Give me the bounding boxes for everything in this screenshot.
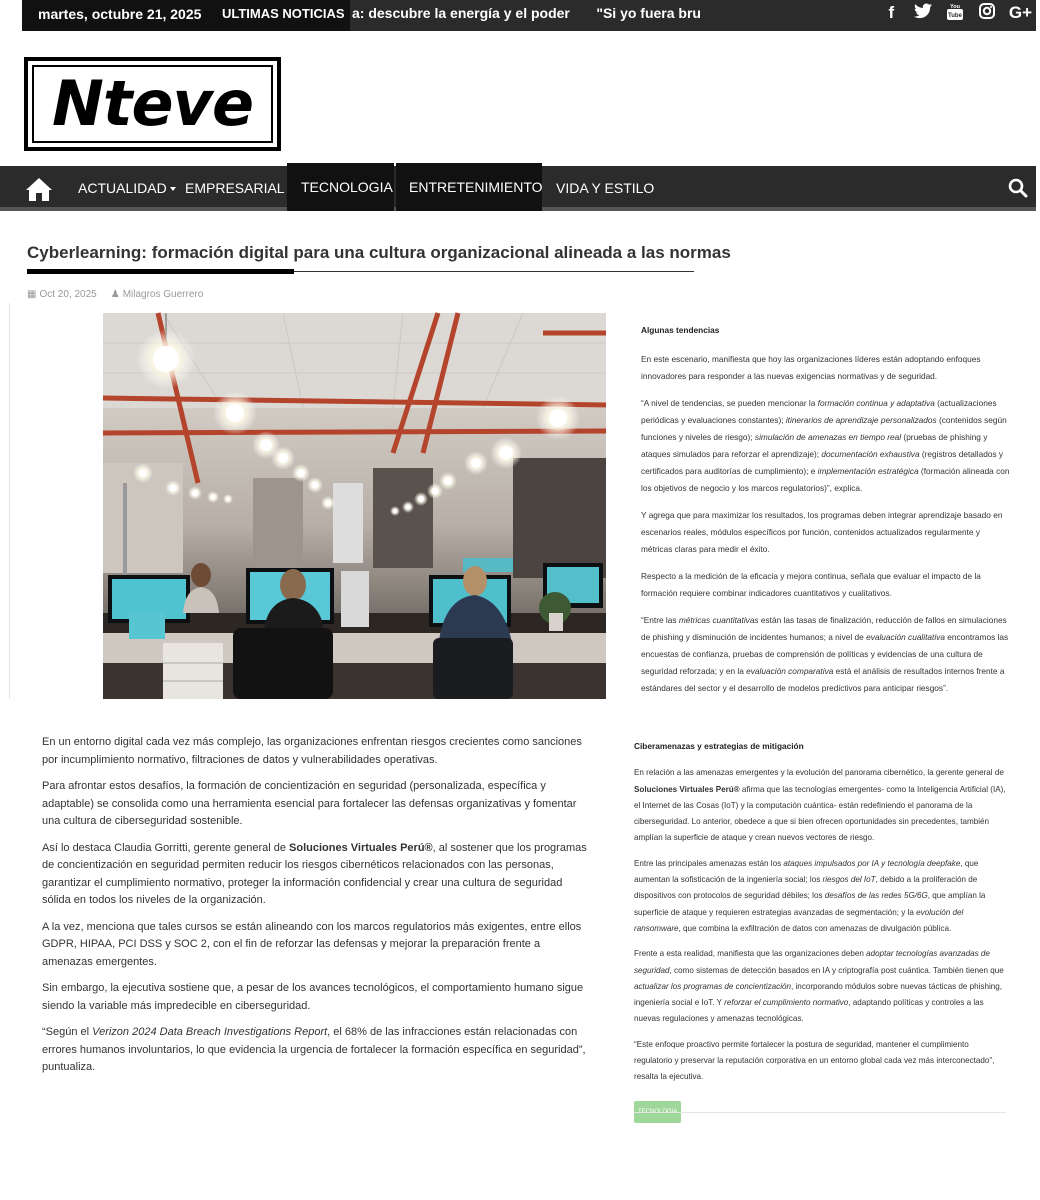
emphasis: desafíos de las redes 5G/6G bbox=[824, 891, 928, 901]
column-bottom-rule bbox=[634, 1112, 1006, 1113]
emphasis: reforzar el cumplimiento normativo bbox=[724, 998, 849, 1008]
nav-label: VIDA Y ESTILO bbox=[556, 180, 655, 196]
breaking-news-label: ULTIMAS NOTICIAS bbox=[222, 6, 345, 21]
nav-item-empresarial[interactable] bbox=[185, 166, 294, 211]
svg-text:You: You bbox=[950, 4, 961, 10]
nav-label: TECNOLOGIA bbox=[301, 179, 393, 195]
logo-text: Nteve bbox=[51, 67, 254, 140]
paragraph bbox=[634, 856, 1006, 937]
text: está el análisis de resultados internos frente a estándares del sector y el desarrollo de modelos predictivos para anticipar riesgos”. bbox=[641, 666, 1005, 693]
emphasis: evaluación cualitativa bbox=[866, 632, 945, 642]
ticker-item[interactable]: a: descubre la energía y el poder bbox=[352, 5, 570, 21]
nav-label: ENTRETENIMIENTO bbox=[409, 179, 543, 195]
company-name: Soluciones Virtuales Perú® bbox=[289, 841, 433, 854]
text: , que combina la exfiltración de datos con amenazas de divulgación pública. bbox=[678, 923, 952, 933]
text: Entre las principales amenazas están los bbox=[634, 858, 784, 868]
title-accent-bar bbox=[27, 269, 294, 274]
emphasis: ataques impulsados por IA y tecnología deepfake bbox=[783, 858, 961, 868]
article-author[interactable]: Milagros Guerrero bbox=[122, 289, 204, 300]
emphasis: itinerarios de aprendizaje personalizados bbox=[785, 415, 937, 425]
text: Frente a esta realidad, manifiesta que las organizaciones deben bbox=[634, 949, 867, 959]
home-icon[interactable] bbox=[22, 172, 56, 206]
article-date: Oct 20, 2025 bbox=[39, 289, 97, 300]
google-plus-icon[interactable]: G+ bbox=[1008, 3, 1032, 22]
paragraph-quote bbox=[42, 1024, 592, 1077]
paragraph: Para afrontar estos desafíos, la formación de concientización en seguridad (personalizada, específica y adaptable) se consolida como una herramienta esencial para fortalecer las defensas organizativas y fomentar una cultura de ciberseguridad sostenible. bbox=[42, 780, 577, 827]
text: encontramos las encuestas de confianza, pruebas de comprensión de políticas y evidencias de una cultura de seguridad reforzada; y en la bbox=[641, 632, 1009, 676]
text: (formación alineada con los objetivos de negocio y los marcos regulatorios)”, explica. bbox=[641, 466, 1010, 493]
text: están las tasas de finalización, reducción de fallos en simulaciones de phishing y disminución de incidentes humanos; a nivel de bbox=[641, 615, 1007, 642]
text: , adaptando políticas y controles a las nuevas regulaciones y amenazas tecnológicas. bbox=[634, 998, 984, 1024]
paragraph-quote bbox=[641, 395, 1013, 497]
nav-item-tecnologia[interactable] bbox=[287, 163, 394, 211]
site-logo[interactable] bbox=[24, 57, 281, 151]
calendar-icon: ▦ bbox=[27, 289, 37, 300]
section-heading: Algunas tendencias bbox=[641, 325, 720, 335]
ticker-item[interactable]: "Si yo fuera bru bbox=[596, 5, 701, 21]
text: “A nivel de tendencias, se pueden mencionar la bbox=[641, 398, 818, 408]
text: afirma que las tecnologías emergentes- como la Inteligencia Artificial (IA), el Internet de las Cosas (IoT) y la computación cuántica- están redefiniendo el panorama de la ciberseguridad. Lo anterior, obedece a que si bien ofrecen oportunidades sin precedentes, también amplían la superficie de ataque y crean nuevos vectores de riesgo. bbox=[634, 784, 1006, 843]
emphasis: formación continua y adaptativa bbox=[817, 398, 935, 408]
emphasis: métricas cuantitativas bbox=[678, 615, 759, 625]
paragraph: Y agrega que para maximizar los resultados, los programas deben integrar aprendizaje basado en escenarios reales, módulos específicos por función, contenidos actualizados regularmente y métricas claras para medir el éxito. bbox=[641, 510, 1003, 554]
company-name: Soluciones Virtuales Perú® bbox=[634, 784, 740, 794]
emphasis: evolución del ransomware bbox=[634, 907, 964, 933]
news-ticker[interactable] bbox=[352, 0, 701, 31]
article-photo-office bbox=[103, 313, 606, 699]
instagram-icon[interactable] bbox=[977, 3, 998, 26]
text: , que aumentan la sofisticación de la ingeniería social; los bbox=[634, 858, 979, 885]
article-date-wrapper bbox=[27, 289, 97, 300]
facebook-icon[interactable]: f bbox=[888, 3, 895, 22]
text: , que amplían la superficie de ataque y requieren estrategias avanzadas de segmentación; y la bbox=[634, 891, 986, 917]
svg-text:Tube: Tube bbox=[948, 13, 963, 19]
paragraph-quote: “Este enfoque proactivo permite fortalecer la postura de seguridad, mantener el cumplimiento regulatorio y preservar la reputación corporativa en un entorno global cada vez más interconectado”, resalta la ejecutiva. bbox=[634, 1039, 995, 1082]
emphasis: documentación exhaustiva bbox=[821, 449, 920, 459]
paragraph bbox=[42, 840, 592, 910]
section-heading: Ciberamenazas y estrategias de mitigación bbox=[634, 741, 804, 751]
text: , el 68% de las infracciones están relacionadas con errores humanos involuntarios, lo que evidencia la urgencia de fortalecer la formación específica en seguridad”, puntualiza. bbox=[42, 1026, 586, 1073]
nav-label: ACTUALIDAD bbox=[78, 180, 167, 196]
text: Así lo destaca Claudia Gorritti, gerente general de bbox=[42, 841, 290, 854]
social-links bbox=[881, 3, 1032, 26]
emphasis: adoptar tecnologías avanzadas de seguridad bbox=[634, 949, 990, 975]
emphasis: evaluación comparativa bbox=[746, 666, 834, 676]
main-navigation bbox=[0, 166, 1036, 211]
article-sidebar-tendencias bbox=[641, 322, 1013, 707]
paragraph: Respecto a la medición de la eficacia y mejora continua, señala que evaluar el impacto de la formación requiere combinar indicadores cuantitativos y cualitativos. bbox=[641, 571, 981, 598]
text: (actualizaciones periódicas y evaluaciones constantes); bbox=[641, 398, 997, 425]
paragraph-quote bbox=[641, 612, 1013, 697]
left-margin-rule bbox=[9, 303, 10, 699]
nav-item-entretenimiento[interactable] bbox=[396, 163, 542, 211]
report-name: Verizon 2024 Data Breach Investigations Report bbox=[92, 1026, 328, 1038]
top-bar bbox=[22, 0, 1036, 31]
twitter-icon[interactable] bbox=[913, 3, 934, 26]
text: (pruebas de phishing y ataques simulados para reforzar el aprendizaje); bbox=[641, 432, 988, 459]
emphasis: riesgos del IoT bbox=[822, 875, 876, 885]
paragraph: En un entorno digital cada vez más complejo, las organizaciones enfrentan riesgos crecientes como sanciones por incumplimiento normativo, filtraciones de datos y vulnerabilidades operativas. bbox=[42, 736, 582, 766]
text: , debido a la proliferación de dispositivos con protocolos de seguridad débiles; los bbox=[634, 875, 978, 901]
date-box bbox=[22, 0, 350, 31]
text: (registros detallados y certificados para auditorías de cumplimiento); e bbox=[641, 449, 1004, 476]
nav-item-actualidad[interactable] bbox=[78, 166, 176, 211]
text: , como sistemas de detección basados en IA y criptografía post cuántica. También tienen que bbox=[669, 965, 1004, 975]
text: , al sostener que los programas de concientización en seguridad permiten reducir los riesgos cibernéticos relacionados con las personas, garantizar el cumplimiento normativo, proteger la información confidencial y crear una cultura de seguridad sólida en todos los niveles de la organización. bbox=[42, 841, 587, 906]
paragraph bbox=[634, 946, 1006, 1027]
search-icon[interactable] bbox=[1008, 178, 1028, 198]
article-body bbox=[42, 734, 592, 1086]
text: “Según el bbox=[42, 1026, 93, 1038]
text: En relación a las amenazas emergentes y la evolución del panorama cibernético, la gerente general de bbox=[634, 768, 1004, 778]
nav-label: EMPRESARIAL bbox=[185, 180, 285, 196]
paragraph bbox=[634, 765, 1006, 846]
current-date: martes, octubre 21, 2025 bbox=[38, 6, 202, 22]
youtube-icon[interactable] bbox=[945, 3, 966, 26]
text: (contenidos según funciones y niveles de riesgo); bbox=[641, 415, 1007, 442]
emphasis: simulación de amenazas en tiempo real bbox=[754, 432, 902, 442]
article-meta bbox=[27, 289, 203, 300]
nav-item-vida-y-estilo[interactable] bbox=[556, 166, 654, 211]
user-icon: ♟ bbox=[110, 289, 120, 300]
paragraph: Sin embargo, la ejecutiva sostiene que, a pesar de los avances tecnológicos, el comportamiento humano sigue siendo la variable más impredecible en ciberseguridad. bbox=[42, 982, 584, 1012]
chevron-down-icon bbox=[170, 187, 176, 191]
article-sidebar-ciberamenazas bbox=[634, 738, 1006, 1123]
paragraph: En este escenario, manifiesta que hoy las organizaciones líderes están adoptando enfoques innovadores para responder a las nuevas exigencias normativas y de seguridad. bbox=[641, 354, 981, 381]
text: “Entre las bbox=[641, 615, 679, 625]
emphasis: implementación estratégica bbox=[817, 466, 919, 476]
text: , incorporando módulos sobre nuevas tácticas de phishing, ingeniería social e IoT. Y bbox=[634, 981, 1003, 1008]
paragraph: A la vez, menciona que tales cursos se están alineando con los marcos regulatorios más exigentes, entre ellos GDPR, HIPAA, PCI DSS y SOC 2, con el fin de reforzar las defensas y mejorar la preparación frente a amenazas emergentes. bbox=[42, 920, 582, 968]
emphasis: actualizar los programas de concientización bbox=[634, 981, 792, 991]
article-author-wrapper[interactable] bbox=[111, 289, 204, 300]
article-title: Cyberlearning: formación digital para una cultura organizacional alineada a las normas bbox=[27, 243, 731, 262]
